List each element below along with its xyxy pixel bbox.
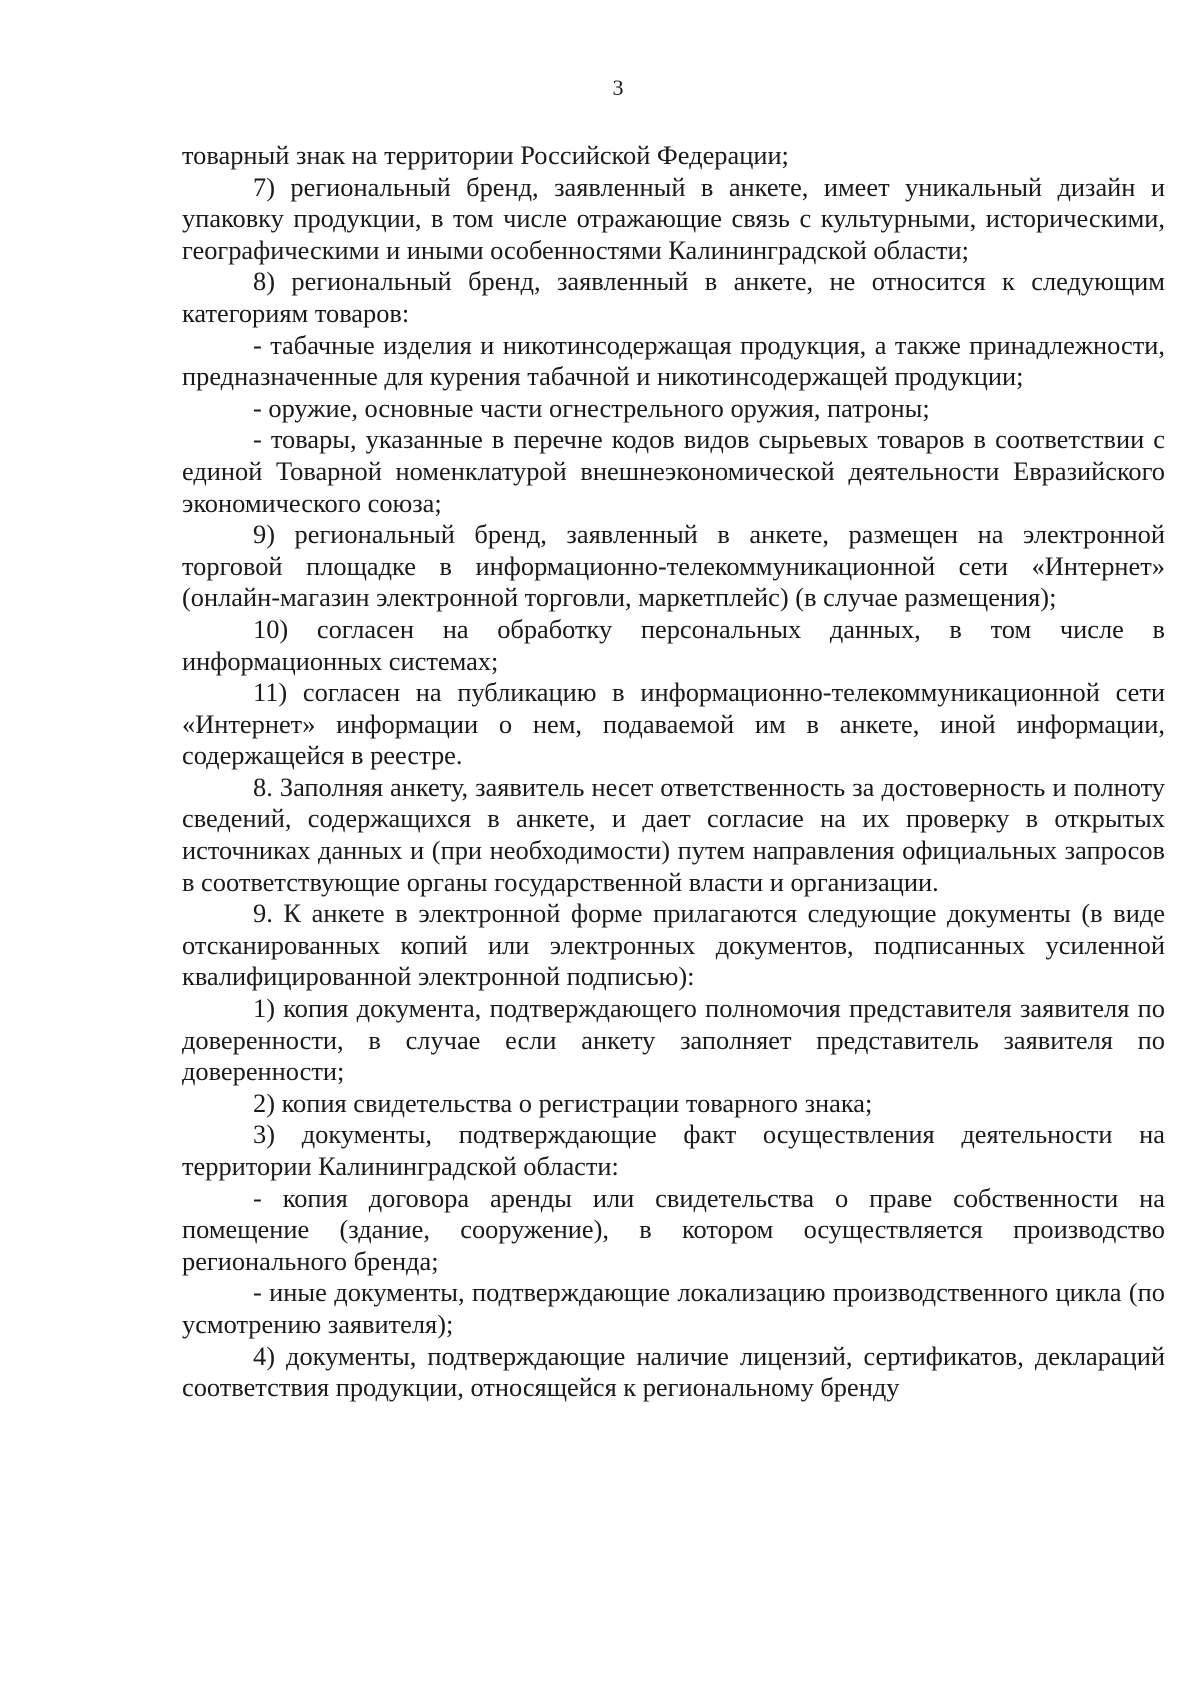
paragraph: 8) региональный бренд, заявленный в анкете, не относится к следующим категориям товаров:	[182, 266, 1165, 328]
paragraph: 3) документы, подтверждающие факт осуществления деятельности на территории Калининградской области:	[182, 1119, 1165, 1181]
paragraph: 1) копия документа, подтверждающего полномочия представителя заявителя по доверенности, в случае если анкету заполняет представитель заявителя по доверенности;	[182, 993, 1165, 1087]
paragraph: 10) согласен на обработку персональных данных, в том числе в информационных системах;	[182, 613, 1165, 676]
paragraph: - товары, указанные в перечне кодов видов сырьевых товаров в соответствии с единой Товарной номенклатурой внешнеэкономической деятельности Евразийского экономического союза;	[182, 424, 1165, 518]
document-body	[182, 140, 1165, 1404]
paragraph: 9) региональный бренд, заявленный в анкете, размещен на электронной торговой площадке в информационно-телекоммуникационной сети «Интернет» (онлайн-магазин электронной торговли, маркетплейс) (в случае размещения);	[182, 519, 1165, 613]
paragraph: - иные документы, подтверждающие локализацию производственного цикла (по усмотрению заявителя);	[182, 1277, 1165, 1339]
paragraph: товарный знак на территории Российской Федерации;	[182, 140, 789, 170]
paragraph: - оружие, основные части огнестрельного оружия, патроны;	[253, 392, 930, 423]
page-number: 3	[612, 75, 624, 100]
paragraph: - табачные изделия и никотинсодержащая продукция, а также принадлежности, предназначенные для курения табачной и никотинсодержащей продукции;	[182, 329, 1165, 392]
paragraph: 2) копия свидетельства о регистрации товарного знака;	[253, 1087, 873, 1118]
paragraph: 9. К анкете в электронной форме прилагаются следующие документы (в виде отсканированных копий или электронных документов, подписанных усиленной квалифицированной электронной подписью):	[182, 898, 1165, 992]
paragraph: - копия договора аренды или свидетельства о праве собственности на помещение (здание, сооружение), в котором осуществляется производство регионального бренда;	[182, 1182, 1165, 1276]
paragraph: 11) согласен на публикацию в информационно-телекоммуникационной сети «Интернет» информации о нем, подаваемой им в анкете, иной информации, содержащейся в реестре.	[182, 677, 1165, 771]
paragraph: 4) документы, подтверждающие наличие лицензий, сертификатов, деклараций соответствия продукции, относящейся к региональному бренду	[182, 1340, 1165, 1403]
paragraph: 8. Заполняя анкету, заявитель несет ответственность за достоверность и полноту сведений, содержащихся в анкете, и дает согласие на их проверку в открытых источниках данных и (при необходимости) путем направления официальных запросов в соответствующие органы государственной власти и организации.	[182, 771, 1165, 897]
paragraph: 7) региональный бренд, заявленный в анкете, имеет уникальный дизайн и упаковку продукции, в том числе отражающие связь с культурными, историческими, географическими и иными особенностями Калининградской области;	[182, 171, 1165, 265]
